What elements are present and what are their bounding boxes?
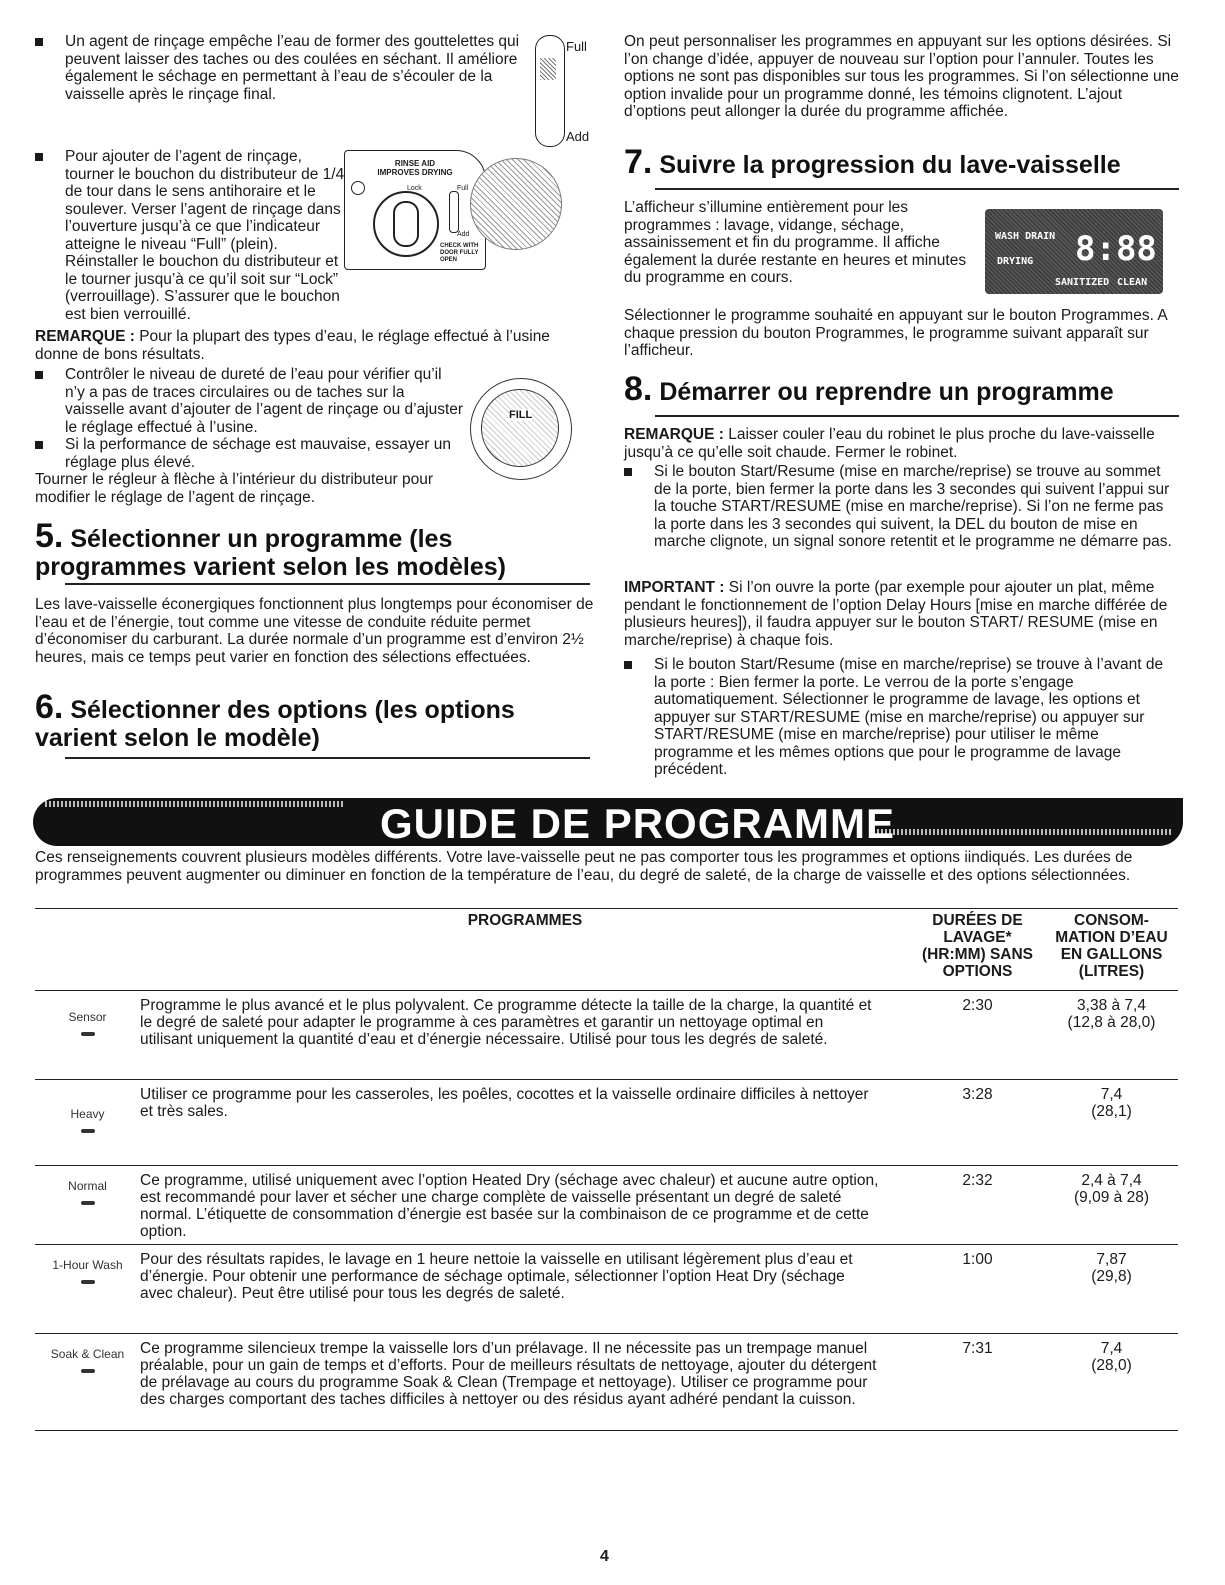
col-conso: CONSOM-MATION D’EAU EN GALLONS (LITRES): [1055, 912, 1168, 980]
rinse-level-indicator: [535, 35, 565, 147]
section-8-heading: [624, 370, 1184, 408]
water-litres: (29,8): [1091, 1268, 1132, 1285]
program-duration: 2:32: [910, 1166, 1045, 1245]
table-row: [35, 1334, 1178, 1431]
add-rinse-aid-step: [35, 148, 345, 323]
guide-intro: Ces renseignements couvrent plusieurs modèles différents. Votre lave-vaisselle peut ne pas comporter tous les programmes et options iindiqués. Les durées de programmes peuvent augmenter ou diminuer en fonction de la température de l’eau, du degré de saleté, de la charge de vaisselle et des options sélectionnées.: [35, 849, 1133, 884]
program-description: Utiliser ce programme pour les casseroles, les poêles, cocottes et la vaisselle ordinaire difficiles à nettoyer et très sales.: [140, 1080, 910, 1166]
water-hardness-step: [35, 366, 465, 471]
add-rinse-aid-text: Pour ajouter de l’agent de rinçage, tourner le bouchon du distributeur de 1/4 de tour dans le sens antihoraire et le soulever. Verser l’agent de rinçage dans l’ouverture jusqu’à ce que l’indicateur atteigne le niveau “Full” (plein). Réinstaller le bouchon du distributeur et le tourner jusqu’à ce qu’il soit sur “Lock” (verrouillage). S’assurer que le bouchon est bien verrouillé.: [65, 148, 345, 323]
program-water: [1045, 1334, 1178, 1431]
important-paragraph: [624, 579, 1179, 649]
check-label: CHECK WITH DOOR FULLY OPEN: [440, 243, 479, 263]
start-front-text: Si le bouton Start/Resume (mise en marche/reprise) se trouve à l’avant de la porte : Bien fermer la porte. Le verrou de la porte s’engage automatiquement. Sélectionner le programme de lavage, les options et appuyer sur START/RESUME (mise en marche/reprise) ou appuyer sur START/RESUME (mise en marche/reprise) pour utiliser le même programme et les mêmes options que pour le programme de lavage précédent.: [654, 656, 1164, 778]
start-top-step: [624, 463, 1179, 551]
rinse-aid-intro: [35, 33, 525, 103]
important-label: IMPORTANT :: [624, 579, 725, 596]
section-6-rule: [65, 757, 590, 759]
water-litres: (28,0): [1091, 1357, 1132, 1374]
table-row: [35, 1245, 1178, 1334]
section-7-number: 7.: [624, 143, 653, 181]
table-row: [35, 991, 1178, 1080]
lock-label: Lock: [407, 185, 422, 192]
wash-drain-indicator: WASH DRAIN: [995, 231, 1056, 242]
section-6-heading: [35, 688, 595, 752]
rinse-aid-text: Un agent de rinçage empêche l’eau de former des gouttelettes qui peuvent laisser des taches ou des coulées en séchant. Il améliore également le séchage en permettant à l’eau de s’écouler de la vaisselle après le rinçage final.: [65, 33, 520, 103]
program-description: Programme le plus avancé et le plus polyvalent. Ce programme détecte la taille de la charge, la quantité et le degré de saleté pour adapter le programme à ces paramètres et garantir un nettoyage optimal en utilisant uniquement la quantité d’eau et d’énergie nécessaire. Utilisé pour tous les degrés de saleté.: [140, 991, 910, 1080]
dispenser-gauge: [449, 191, 459, 233]
section-5-title: Sélectionner un programme (les programmes varient selon les modèles): [35, 525, 507, 581]
table-row: [35, 1080, 1178, 1166]
program-description: Pour des résultats rapides, le lavage en 1 heure nettoie la vaisselle en utilisant légèrement plus d’eau et d’énergie. Pour obtenir une performance de séchage optimale, sélectionner l’option Heat Dry (séchage avec chaleur). Peut être utilisé pour tous les degrés de saleté.: [140, 1245, 910, 1334]
section-8-title: Démarrer ou reprendre un programme: [659, 378, 1114, 406]
fill-dial-icon: [470, 378, 572, 480]
dispenser-add-label: Add: [457, 231, 470, 238]
water-hardness-text: Contrôler le niveau de dureté de l’eau pour vérifier qu’il n’y a pas de traces circulaires ou de taches sur la vaisselle avant d’ajouter de l’agent de rinçage ou d’ajuster le réglage effectué à l’usine.: [65, 366, 464, 436]
section-8-rule: [655, 415, 1179, 417]
section-5-heading: [35, 517, 595, 581]
program-led-icon: [81, 1129, 95, 1133]
control-display: [985, 209, 1163, 294]
pouring-hand-icon: [470, 158, 562, 250]
water-gallons: 7,4: [1100, 1340, 1123, 1357]
drying-performance-text: Si la performance de séchage est mauvaise, essayer un réglage plus élevé.: [65, 436, 451, 471]
guide-title: GUIDE DE PROGRAMME: [380, 800, 896, 847]
program-icon-label: 1-Hour Wash: [52, 1258, 123, 1272]
remarque-label: REMARQUE :: [35, 328, 135, 345]
section-5-text: Les lave-vaisselle éconergiques fonctionnent plus longtemps pour économiser de l’eau et de l’énergie, tout comme une vitesse de conduite réduite permet d’économiser du carburant. La durée normale d’un programme est d’environ 2½ heures, mais ce temps peut varier en fonction des sélections effectuées.: [35, 596, 594, 666]
program-led-icon: [81, 1369, 95, 1373]
program-duration: 2:30: [910, 991, 1045, 1080]
dispenser-full-label: Full: [457, 185, 469, 192]
col-duree: DURÉES DE LAVAGE* (HR:MM) SANS OPTIONS: [921, 912, 1034, 980]
section-8-remarque: [624, 426, 1179, 461]
program-water: [1045, 1080, 1178, 1166]
banner-stripe-right: [873, 829, 1173, 835]
important-text: Si l’on ouvre la porte (par exemple pour ajouter un plat, même pendant le fonctionnement de l’option Delay Hours [mise en marche différée de plusieurs heures]), il faudra appuyer sur le bouton START/ RESUME (mise en marche/reprise) à chaque fois.: [624, 579, 1168, 649]
section-8-number: 8.: [624, 370, 653, 408]
program-led-icon: [81, 1201, 95, 1205]
section-5-number: 5.: [35, 517, 64, 555]
full-label: Full: [566, 39, 587, 54]
program-description: Ce programme silencieux trempe la vaisselle lors d’un prélavage. Il ne nécessite pas un trempage manuel préalable, pour un gain de temps et d’efforts. Pour de meilleurs résultats de nettoyage, ajouter du détergent de prélavage au cours du programme Soak & Clean (Trempage et nettoyage). Utiliser ce programme pour des charges comportant des taches difficiles à nettoyer ou des résidus ayant adhéré pendant la cuisson.: [140, 1334, 910, 1431]
sanitized-indicator: SANITIZED: [1055, 277, 1110, 288]
section-7-title: Suivre la progression du lave-vaisselle: [659, 151, 1121, 179]
time-readout: 8:88: [1075, 229, 1157, 269]
program-duration: 3:28: [910, 1080, 1045, 1166]
select-program-text: Sélectionner le programme souhaité en appuyant sur le bouton Programmes. A chaque pression du bouton Programmes, le programme suivant apparaît sur l’afficheur.: [624, 307, 1167, 359]
section-8-remarque-label: REMARQUE :: [624, 426, 724, 443]
program-water: [1045, 1245, 1178, 1334]
section-7-text: L’afficheur s’illumine entièrement pour les programmes : lavage, vidange, séchage, assainissement et fin du programme. Il affiche également la durée restante en heures et minutes du programme en cours.: [624, 199, 967, 286]
add-label: Add: [566, 129, 590, 144]
water-gallons: 2,4 à 7,4: [1081, 1172, 1142, 1189]
adjust-rinse-text: Tourner le régleur à flèche à l’intérieur du distributeur pour modifier le réglage de l’agent de rinçage.: [35, 471, 434, 506]
start-front-step: [624, 656, 1179, 779]
clean-indicator: CLEAN: [1117, 277, 1148, 288]
program-icon-label: Sensor: [68, 1010, 107, 1024]
program-table: [35, 912, 1178, 1431]
section-7-rule: [655, 188, 1179, 190]
water-litres: (28,1): [1091, 1103, 1132, 1120]
program-description: Ce programme, utilisé uniquement avec l’option Heated Dry (séchage avec chaleur) et aucune autre option, est recommandé pour laver et sécher une charge complète de vaisselle présentant un degré de saleté normal. L’étiquette de consommation d’énergie est basée sur la combinaison de ce programme et de cette option.: [140, 1166, 910, 1245]
section-6-number: 6.: [35, 688, 64, 726]
water-gallons: 3,38 à 7,4: [1077, 997, 1146, 1014]
dispenser-knob-icon: [351, 181, 365, 195]
section-8-remarque-text: Laisser couler l’eau du robinet le plus proche du lave-vaisselle jusqu’à ce qu’elle soit chaude. Fermer le robinet.: [624, 426, 1155, 461]
banner-stripe-left: [45, 801, 345, 807]
remarque-text: Pour la plupart des types d’eau, le réglage effectué à l’usine donne de bons résultats.: [35, 328, 550, 363]
remarque-paragraph: [35, 328, 590, 363]
options-text: On peut personnaliser les programmes en appuyant sur les options désirées. Si l’on change d’idée, appuyer de nouveau sur l’option pour l’annuler. Toutes les options ne sont pas disponibles sur tous les programmes. Si l’on sélectionne une option invalide pour un programme donné, les témoins clignotent. L’ajout d’options peut allonger la durée du programme affichée.: [624, 33, 1179, 120]
drying-indicator: DRYING: [997, 256, 1034, 267]
program-led-icon: [81, 1280, 95, 1284]
program-icon-label: Heavy: [70, 1107, 105, 1121]
col-programmes: PROGRAMMES: [467, 912, 583, 929]
water-gallons: 7,87: [1096, 1251, 1127, 1268]
program-water: [1045, 991, 1178, 1080]
water-litres: (9,09 à 28): [1074, 1189, 1149, 1206]
section-7-heading: [624, 143, 1184, 181]
section-5-rule: [65, 583, 590, 585]
dispenser-cap: [373, 191, 439, 257]
program-icon-label: Normal: [68, 1179, 107, 1193]
table-top-rule: [35, 908, 1178, 909]
program-water: [1045, 1166, 1178, 1245]
table-header: [35, 912, 1178, 986]
section-6-title: Sélectionner des options (les options varient selon le modèle): [35, 696, 515, 752]
fill-label: FILL: [509, 409, 533, 421]
dispenser-diagram: [344, 150, 486, 270]
improves-drying-label: IMPROVES DRYING: [377, 168, 453, 177]
program-duration: 7:31: [910, 1334, 1045, 1431]
program-duration: 1:00: [910, 1245, 1045, 1334]
water-litres: (12,8 à 28,0): [1067, 1014, 1156, 1031]
page-number: 4: [600, 1548, 609, 1565]
start-top-text: Si le bouton Start/Resume (mise en marche/reprise) se trouve au sommet de la porte, bien fermer la porte dans les 3 secondes qui suivent l’appui sur la touche START/RESUME (mise en marche/reprise). Si l’on ne ferme pas la porte dans les 3 secondes qui suivent, la DEL du bouton de mise en marche clignote, un signal sonore retentit et le programme ne démarre pas.: [654, 463, 1172, 550]
table-row: [35, 1166, 1178, 1245]
program-led-icon: [81, 1032, 95, 1036]
program-icon-label: Soak & Clean: [50, 1347, 125, 1361]
rinse-aid-label: RINSE AID: [394, 159, 436, 168]
water-gallons: 7,4: [1100, 1086, 1123, 1103]
